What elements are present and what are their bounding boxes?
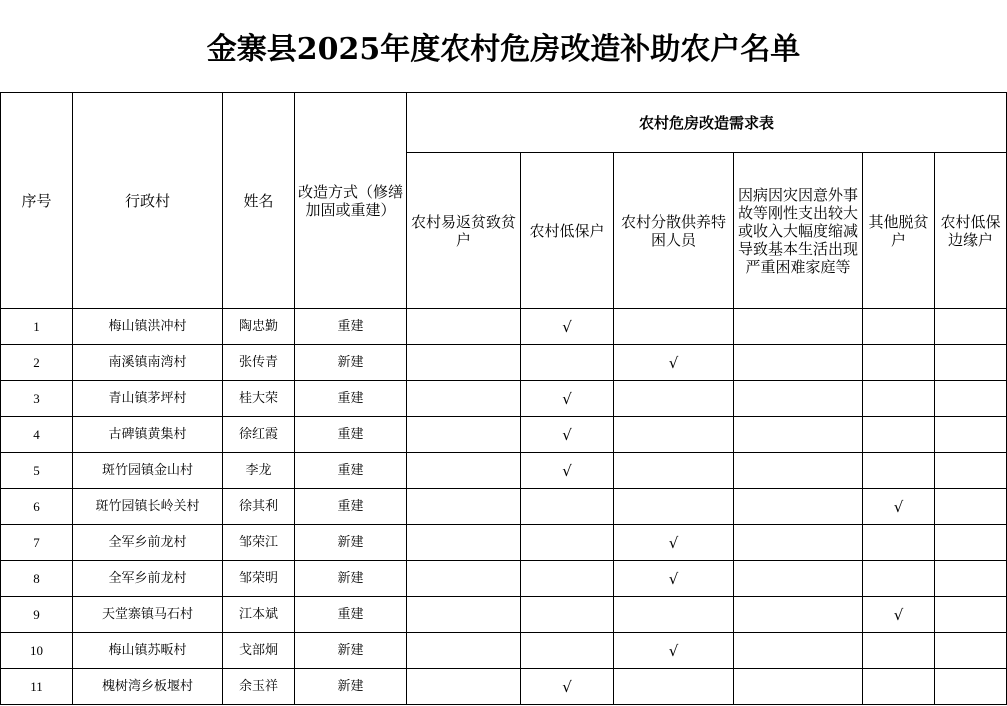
check-mark-icon: √: [893, 605, 904, 624]
row-category-cell: [863, 561, 935, 597]
check-mark-icon: √: [668, 533, 679, 552]
header-category-low-income: 农村低保户: [521, 153, 614, 309]
row-category-cell: [407, 561, 521, 597]
row-category-cell: [734, 345, 863, 381]
row-category-cell: [734, 597, 863, 633]
row-category-cell: [863, 309, 935, 345]
row-seq: 1: [1, 309, 73, 345]
row-seq: 5: [1, 453, 73, 489]
row-name: 李龙: [223, 453, 295, 489]
row-village: 青山镇茅坪村: [73, 381, 223, 417]
row-category-cell: [407, 417, 521, 453]
row-category-cell: [935, 525, 1007, 561]
row-category-cell: [614, 417, 734, 453]
check-mark-icon: √: [562, 425, 572, 444]
row-category-cell: [521, 669, 614, 705]
row-village: 南溪镇南湾村: [73, 345, 223, 381]
row-name: 徐红霞: [223, 417, 295, 453]
row-seq: 4: [1, 417, 73, 453]
header-group: 农村危房改造需求表: [407, 93, 1007, 153]
check-mark-icon: √: [562, 677, 572, 696]
row-seq: 6: [1, 489, 73, 525]
row-village: 天堂寨镇马石村: [73, 597, 223, 633]
header-category-other-poverty: 其他脱贫户: [863, 153, 935, 309]
subsidy-table: [0, 92, 1007, 705]
row-category-cell: [614, 561, 734, 597]
row-method: 重建: [295, 309, 407, 345]
row-method: 新建: [295, 345, 407, 381]
row-name: 陶忠勤: [223, 309, 295, 345]
row-category-cell: [614, 345, 734, 381]
row-category-cell: [734, 669, 863, 705]
row-category-cell: [614, 309, 734, 345]
row-category-cell: [863, 453, 935, 489]
check-mark-icon: √: [562, 461, 572, 480]
row-name: 戈部炯: [223, 633, 295, 669]
table-row: [1, 489, 1007, 525]
row-category-cell: [734, 561, 863, 597]
header-category-poverty-risk: 农村易返贫致贫户: [407, 153, 521, 309]
row-method: 新建: [295, 561, 407, 597]
row-category-cell: [614, 669, 734, 705]
row-category-cell: [521, 489, 614, 525]
row-category-cell: [407, 345, 521, 381]
row-category-cell: [935, 489, 1007, 525]
row-category-cell: [521, 597, 614, 633]
row-village: 古碑镇黄集村: [73, 417, 223, 453]
table-row: [1, 633, 1007, 669]
table-row: [1, 597, 1007, 633]
row-category-cell: [734, 453, 863, 489]
row-method: 重建: [295, 453, 407, 489]
header-village: 行政村: [73, 93, 223, 309]
row-category-cell: [407, 381, 521, 417]
row-category-cell: [407, 633, 521, 669]
row-method: 重建: [295, 417, 407, 453]
row-category-cell: [863, 489, 935, 525]
row-category-cell: [734, 489, 863, 525]
page-title: 金寨县2025年度农村危房改造补助农户名单: [206, 32, 801, 67]
row-category-cell: [935, 453, 1007, 489]
row-category-cell: [521, 633, 614, 669]
row-category-cell: [614, 633, 734, 669]
row-category-cell: [407, 453, 521, 489]
row-seq: 9: [1, 597, 73, 633]
row-method: 新建: [295, 669, 407, 705]
row-name: 邹荣江: [223, 525, 295, 561]
row-village: 斑竹园镇长岭关村: [73, 489, 223, 525]
row-category-cell: [935, 309, 1007, 345]
check-mark-icon: √: [668, 641, 679, 660]
row-category-cell: [407, 597, 521, 633]
row-category-cell: [863, 633, 935, 669]
header-seq: 序号: [1, 93, 73, 309]
row-category-cell: [614, 381, 734, 417]
row-village: 槐树湾乡板堰村: [73, 669, 223, 705]
row-category-cell: [935, 345, 1007, 381]
row-category-cell: [407, 309, 521, 345]
header-method: 改造方式（修缮加固或重建）: [295, 93, 407, 309]
check-mark-icon: √: [562, 317, 572, 336]
row-name: 桂大荣: [223, 381, 295, 417]
row-category-cell: [521, 345, 614, 381]
row-category-cell: [935, 381, 1007, 417]
row-category-cell: [935, 561, 1007, 597]
row-category-cell: [407, 489, 521, 525]
check-mark-icon: √: [668, 353, 679, 372]
row-name: 张传青: [223, 345, 295, 381]
row-method: 新建: [295, 525, 407, 561]
row-category-cell: [614, 453, 734, 489]
row-category-cell: [863, 417, 935, 453]
row-category-cell: [935, 417, 1007, 453]
row-village: 梅山镇洪冲村: [73, 309, 223, 345]
row-method: 重建: [295, 489, 407, 525]
header-row: [1, 93, 1007, 153]
check-mark-icon: √: [668, 569, 679, 588]
row-name: 余玉祥: [223, 669, 295, 705]
row-method: 重建: [295, 597, 407, 633]
table-row: [1, 525, 1007, 561]
table-row: [1, 381, 1007, 417]
row-category-cell: [863, 381, 935, 417]
row-category-cell: [863, 525, 935, 561]
row-seq: 10: [1, 633, 73, 669]
row-village: 全军乡前龙村: [73, 525, 223, 561]
row-category-cell: [521, 525, 614, 561]
row-seq: 11: [1, 669, 73, 705]
table-row: [1, 453, 1007, 489]
table-row: [1, 309, 1007, 345]
row-seq: 2: [1, 345, 73, 381]
row-name: 邹荣明: [223, 561, 295, 597]
row-category-cell: [935, 633, 1007, 669]
row-seq: 8: [1, 561, 73, 597]
row-category-cell: [407, 525, 521, 561]
row-category-cell: [935, 669, 1007, 705]
row-category-cell: [521, 417, 614, 453]
header-category-hardship-family: 因病因灾因意外事故等刚性支出较大或收入大幅度缩减导致基本生活出现严重困难家庭等: [734, 153, 863, 309]
table-row: [1, 561, 1007, 597]
check-mark-icon: √: [893, 497, 904, 516]
table-row: [1, 417, 1007, 453]
row-seq: 7: [1, 525, 73, 561]
row-method: 重建: [295, 381, 407, 417]
row-category-cell: [521, 309, 614, 345]
row-category-cell: [863, 669, 935, 705]
row-category-cell: [863, 597, 935, 633]
row-name: 徐其利: [223, 489, 295, 525]
header-category-low-income-edge: 农村低保边缘户: [935, 153, 1007, 309]
row-category-cell: [734, 309, 863, 345]
row-category-cell: [935, 597, 1007, 633]
header-category-special-hardship: 农村分散供养特困人员: [614, 153, 734, 309]
row-category-cell: [734, 381, 863, 417]
table-row: [1, 669, 1007, 705]
row-name: 江本斌: [223, 597, 295, 633]
row-category-cell: [734, 633, 863, 669]
row-village: 斑竹园镇金山村: [73, 453, 223, 489]
row-method: 新建: [295, 633, 407, 669]
row-category-cell: [614, 525, 734, 561]
row-category-cell: [521, 453, 614, 489]
row-category-cell: [614, 597, 734, 633]
row-village: 梅山镇苏畈村: [73, 633, 223, 669]
check-mark-icon: √: [562, 389, 572, 408]
row-category-cell: [734, 417, 863, 453]
row-category-cell: [734, 525, 863, 561]
row-seq: 3: [1, 381, 73, 417]
row-category-cell: [407, 669, 521, 705]
row-category-cell: [863, 345, 935, 381]
table-row: [1, 345, 1007, 381]
row-category-cell: [614, 489, 734, 525]
header-name: 姓名: [223, 93, 295, 309]
row-category-cell: [521, 561, 614, 597]
row-village: 全军乡前龙村: [73, 561, 223, 597]
row-category-cell: [521, 381, 614, 417]
